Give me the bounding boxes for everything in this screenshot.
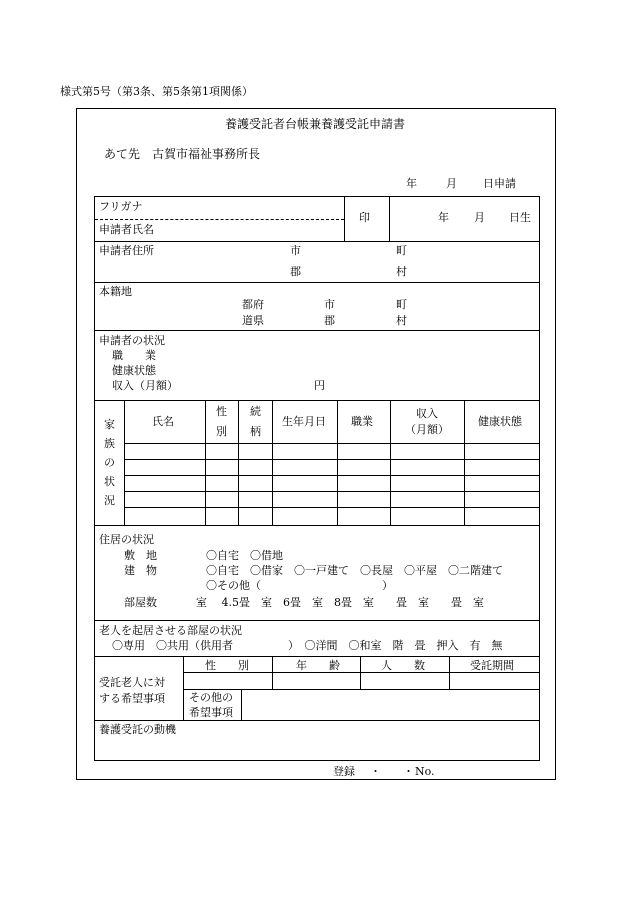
application-date-day: 日申請 (483, 177, 516, 190)
family-side-char: 家 (104, 418, 115, 431)
applicant-name-label: 申請者氏名 (99, 223, 154, 236)
housing-rooms-line: 室 4.5畳 室 6畳 室 8畳 室 畳 室 畳 室 (196, 596, 484, 609)
family-header-sex-2: 別 (216, 425, 227, 438)
elder-room-label: 老人を起居させる部屋の状況 (99, 624, 242, 637)
family-header-name: 氏名 (152, 415, 174, 428)
row-line (94, 720, 540, 721)
status-income: 収入（月額） (112, 379, 178, 392)
housing-building-label: 建 物 (124, 564, 157, 577)
address-town: 町 (396, 244, 407, 257)
seal-right-border (389, 196, 390, 241)
family-side-char: 族 (104, 437, 115, 450)
furigana-label: フリガナ (99, 200, 143, 213)
row-line (94, 525, 540, 526)
wishes-row-line (183, 689, 540, 690)
family-row-line (124, 443, 540, 444)
status-income-yen: 円 (314, 379, 325, 392)
housing-building-options: 〇自宅 〇借家 〇一戸建て 〇長屋 〇平屋 〇二階建て (206, 564, 503, 577)
elder-room-line: 〇専用 〇共用（供用者 ） 〇洋間 〇和室 階 畳 押入 有 無 (112, 639, 503, 652)
registration-dots: ・ ・ (370, 765, 414, 778)
wishes-col-sex: 性 別 (205, 659, 249, 672)
housing-label: 住居の状況 (99, 533, 154, 546)
row-line (94, 400, 540, 401)
form-title: 養護受託者台帳兼養護受託申請書 (224, 117, 405, 131)
form-number-note: 様式第5号（第3条、第5条第1項関係） (60, 85, 253, 98)
family-header-occupation: 職業 (351, 415, 373, 428)
family-row-line (124, 475, 540, 476)
application-date-month: 月 (446, 177, 457, 190)
seal-left-border (344, 196, 345, 241)
domicile-city: 市 (324, 298, 335, 311)
housing-land-options: 〇自宅 〇借地 (206, 549, 283, 562)
row-line (94, 282, 540, 283)
domicile-pref-top: 都府 (242, 298, 264, 311)
row-line (94, 656, 540, 657)
family-side-char: 状 (104, 475, 115, 488)
wishes-other-2: 希望事項 (189, 706, 233, 719)
motive-label: 養護受託の動機 (99, 723, 176, 736)
family-header-sex-1: 性 (216, 405, 227, 418)
family-header-income-1: 収入 (416, 407, 438, 420)
wishes-label-2: する希望事項 (99, 692, 165, 705)
status-occupation: 職 業 (112, 349, 156, 362)
family-header-income-2: （月額） (405, 423, 449, 436)
row-line (94, 620, 540, 621)
registration-label: 登録 (333, 765, 355, 778)
status-label: 申請者の状況 (99, 334, 165, 347)
row-line (94, 241, 540, 242)
registration-no: No. (415, 765, 435, 778)
address-city: 市 (290, 244, 301, 257)
domicile-pref-bottom: 道県 (242, 314, 264, 327)
seal-mark: 印 (359, 211, 370, 224)
domicile-label: 本籍地 (99, 285, 132, 298)
birth-month: 月 (474, 211, 485, 224)
wishes-col-line (183, 656, 184, 720)
family-row-line (124, 459, 540, 460)
housing-building-other: 〇その他（ ） (206, 579, 393, 592)
wishes-col-count: 人 数 (381, 659, 425, 672)
domicile-town: 町 (396, 298, 407, 311)
application-date-year: 年 (406, 177, 417, 190)
wishes-other-1: その他の (189, 691, 233, 704)
domicile-county: 郡 (324, 314, 335, 327)
wishes-label-1: 受託老人に対 (99, 676, 165, 689)
birth-year: 年 (438, 211, 449, 224)
housing-rooms-label: 部屋数 (124, 596, 157, 609)
furigana-divider (95, 219, 344, 220)
family-row-line (124, 507, 540, 508)
row-line (94, 330, 540, 331)
family-header-relation-2: 柄 (250, 425, 261, 438)
wishes-col-period: 受託期間 (470, 659, 514, 672)
housing-land-label: 敷 地 (124, 549, 157, 562)
applicant-address-label: 申請者住所 (99, 244, 154, 257)
birth-day: 日生 (509, 211, 531, 224)
family-side-char: 況 (104, 494, 115, 507)
address-county: 郡 (290, 265, 301, 278)
wishes-col-age: 年 齢 (296, 659, 340, 672)
family-row-line (124, 491, 540, 492)
wishes-col-line (241, 689, 242, 720)
family-header-health: 健康状態 (478, 415, 522, 428)
status-health: 健康状態 (112, 364, 156, 377)
family-side-char: の (104, 456, 115, 469)
address-village: 村 (396, 265, 407, 278)
domicile-village: 村 (396, 314, 407, 327)
family-header-birthdate: 生年月日 (282, 415, 326, 428)
wishes-row-line (183, 672, 540, 673)
family-header-relation-1: 続 (250, 405, 261, 418)
addressee: あて先 古賀市福祉事務所長 (104, 147, 261, 161)
